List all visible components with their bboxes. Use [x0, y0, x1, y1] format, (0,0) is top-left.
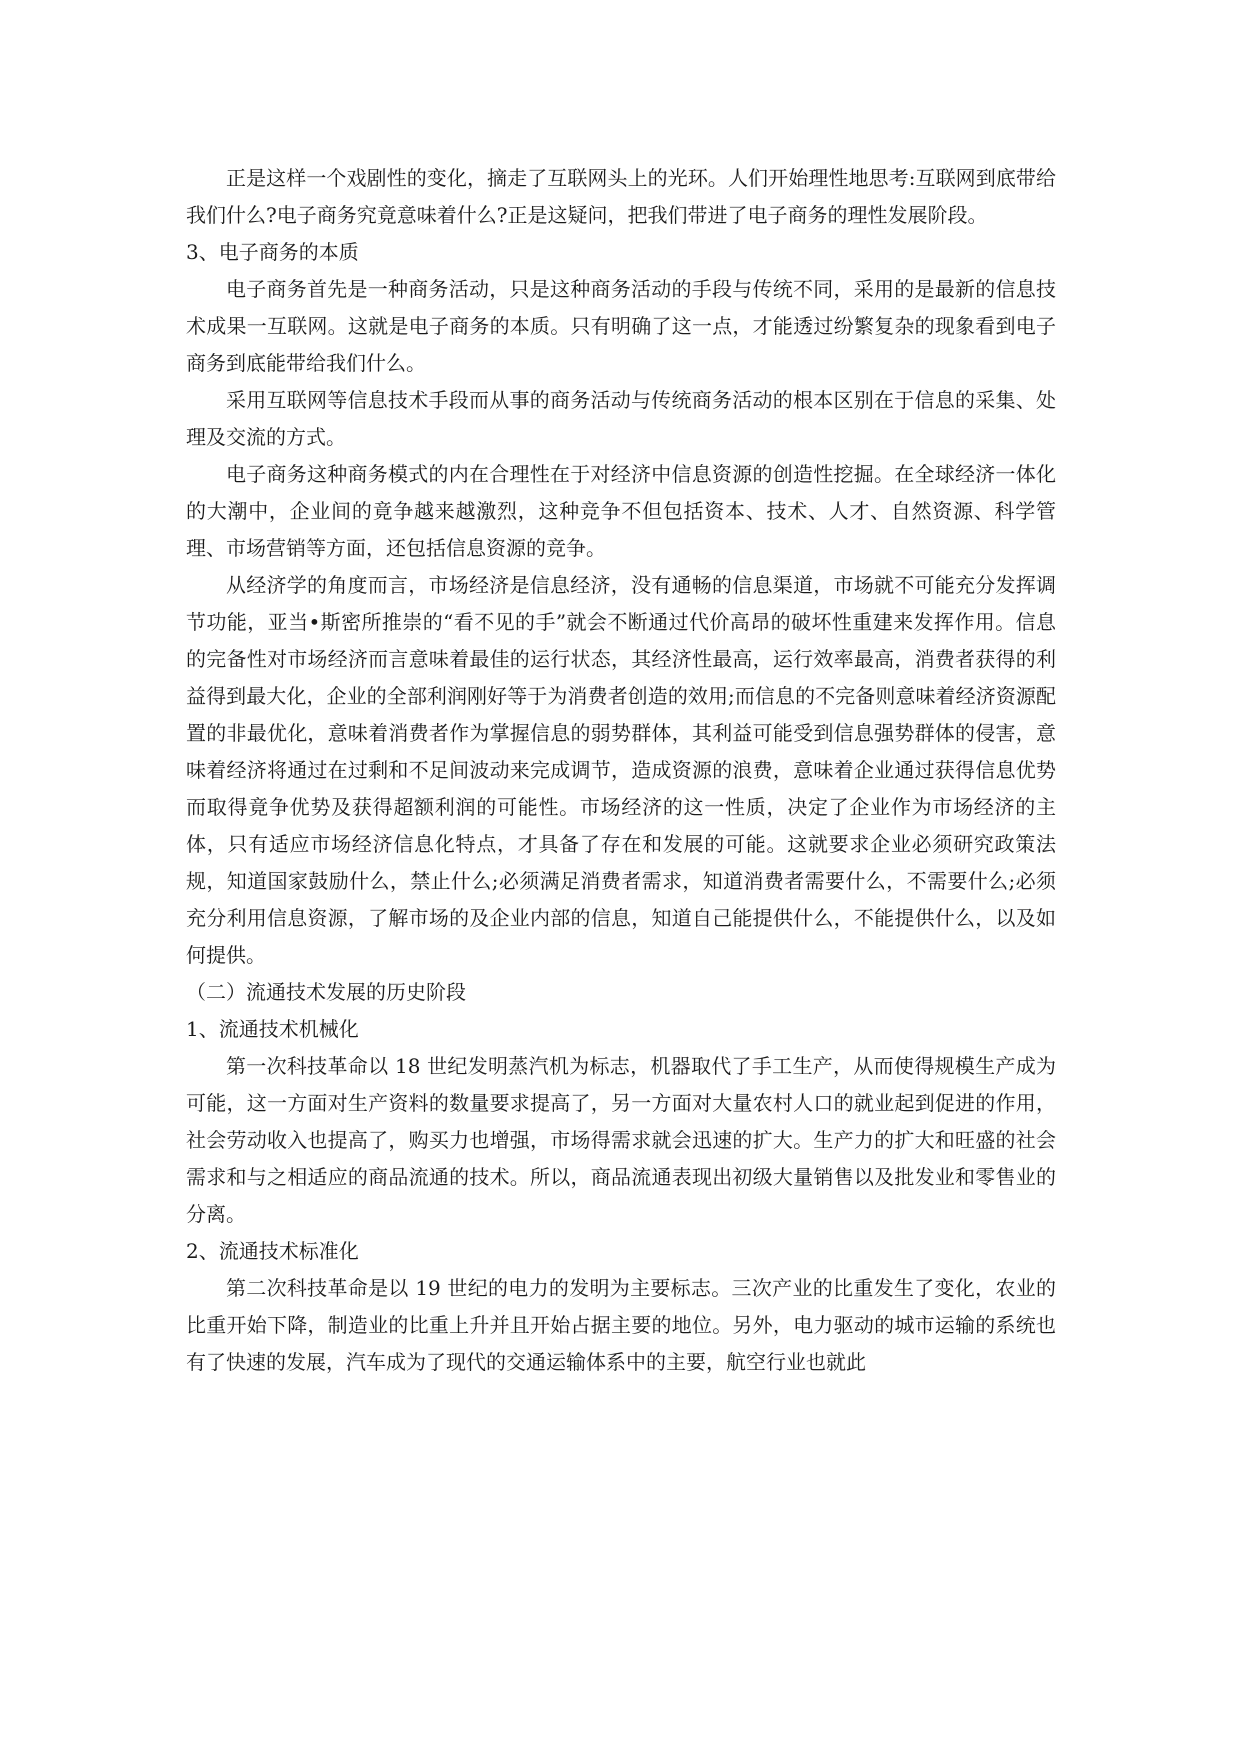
paragraph-ecommerce-essence: 电子商务首先是一种商务活动，只是这种商务活动的手段与传统不同，采用的是最新的信息技术成果一互联网。这就是电子商务的本质。只有明确了这一点，才能透过纷繁复杂的现象看到电子商务到底能带给我们什么。 [186, 277, 1056, 375]
paragraph-info-resources: 电子商务这种商务模式的内在合理性在于对经济中信息资源的创造性挖掘。在全球经济一体化的大潮中，企业间的竟争越来越激烈，这种竞争不但包括资本、技术、人才、自然资源、科学管理、市场营销等方面，还包括信息资源的竞争。 [186, 462, 1056, 560]
paragraph-info-methods: 采用互联网等信息技术手段而从事的商务活动与传统商务活动的根本区别在于信息的采集、处理及交流的方式。 [186, 388, 1056, 449]
document-body [186, 160, 1056, 1381]
paragraph-first-revolution: 第一次科技革命以 18 世纪发明蒸汽机为标志，机器取代了手工生产，从而使得规模生产成为可能，这一方面对生产资料的数量要求提高了，另一方面对大量农村人口的就业起到促进的作用，社会劳动收入也提高了，购买力也增强，市场得需求就会迅速的扩大。生产力的扩大和旺盛的社会需求和与之相适应的商品流通的技术。所以，商品流通表现出初级大量销售以及批发业和零售业的分离。 [186, 1054, 1056, 1226]
section-heading-circulation-history: （二）流通技术发展的历史阶段 [186, 980, 466, 1004]
section-heading-ecommerce-essence: 3、电子商务的本质 [186, 240, 359, 264]
paragraph-market-economy: 从经济学的角度而言，市场经济是信息经济，没有通畅的信息渠道，市场就不可能充分发挥调节功能，亚当•斯密所推崇的“看不见的手”就会不断通过代价高昂的破坏性重建来发挥作用。信息的完备性对市场经济而言意味着最佳的运行状态，其经济性最高，运行效率最高，消费者获得的利益得到最大化，企业的全部利润刚好等于为消费者创造的效用;而信息的不完备则意味着经济资源配置的非最优化，意味着消费者作为掌握信息的弱势群体，其利益可能受到信息强势群体的侵害，意味着经济将通过在过剩和不足间波动来完成调节，造成资源的浪费，意味着企业通过获得信息优势而取得竟争优势及获得超额利润的可能性。市场经济的这一性质，决定了企业作为市场经济的主体，只有适应市场经济信息化特点，才具备了存在和发展的可能。这就要求企业必须研究政策法规，知道国家鼓励什么，禁止什么;必须满足消费者需求，知道消费者需要什么，不需要什么;必须充分利用信息资源，了解市场的及企业内部的信息，知道自己能提供什么，不能提供什么，以及如何提供。 [186, 573, 1056, 967]
subsection-heading-mechanization: 1、流通技术机械化 [186, 1017, 359, 1041]
subsection-heading-standardization: 2、流通技术标准化 [186, 1239, 359, 1263]
paragraph-second-revolution: 第二次科技革命是以 19 世纪的电力的发明为主要标志。三次产业的比重发生了变化，农业的比重开始下降，制造业的比重上升并且开始占据主要的地位。另外，电力驱动的城市运输的系统也有了快速的发展，汽车成为了现代的交通运输体系中的主要，航空行业也就此 [186, 1276, 1056, 1374]
paragraph-intro: 正是这样一个戏剧性的变化，摘走了互联网头上的光环。人们开始理性地思考:互联网到底带给我们什么?电子商务究竟意味着什么?正是这疑问，把我们带进了电子商务的理性发展阶段。 [186, 166, 1056, 227]
